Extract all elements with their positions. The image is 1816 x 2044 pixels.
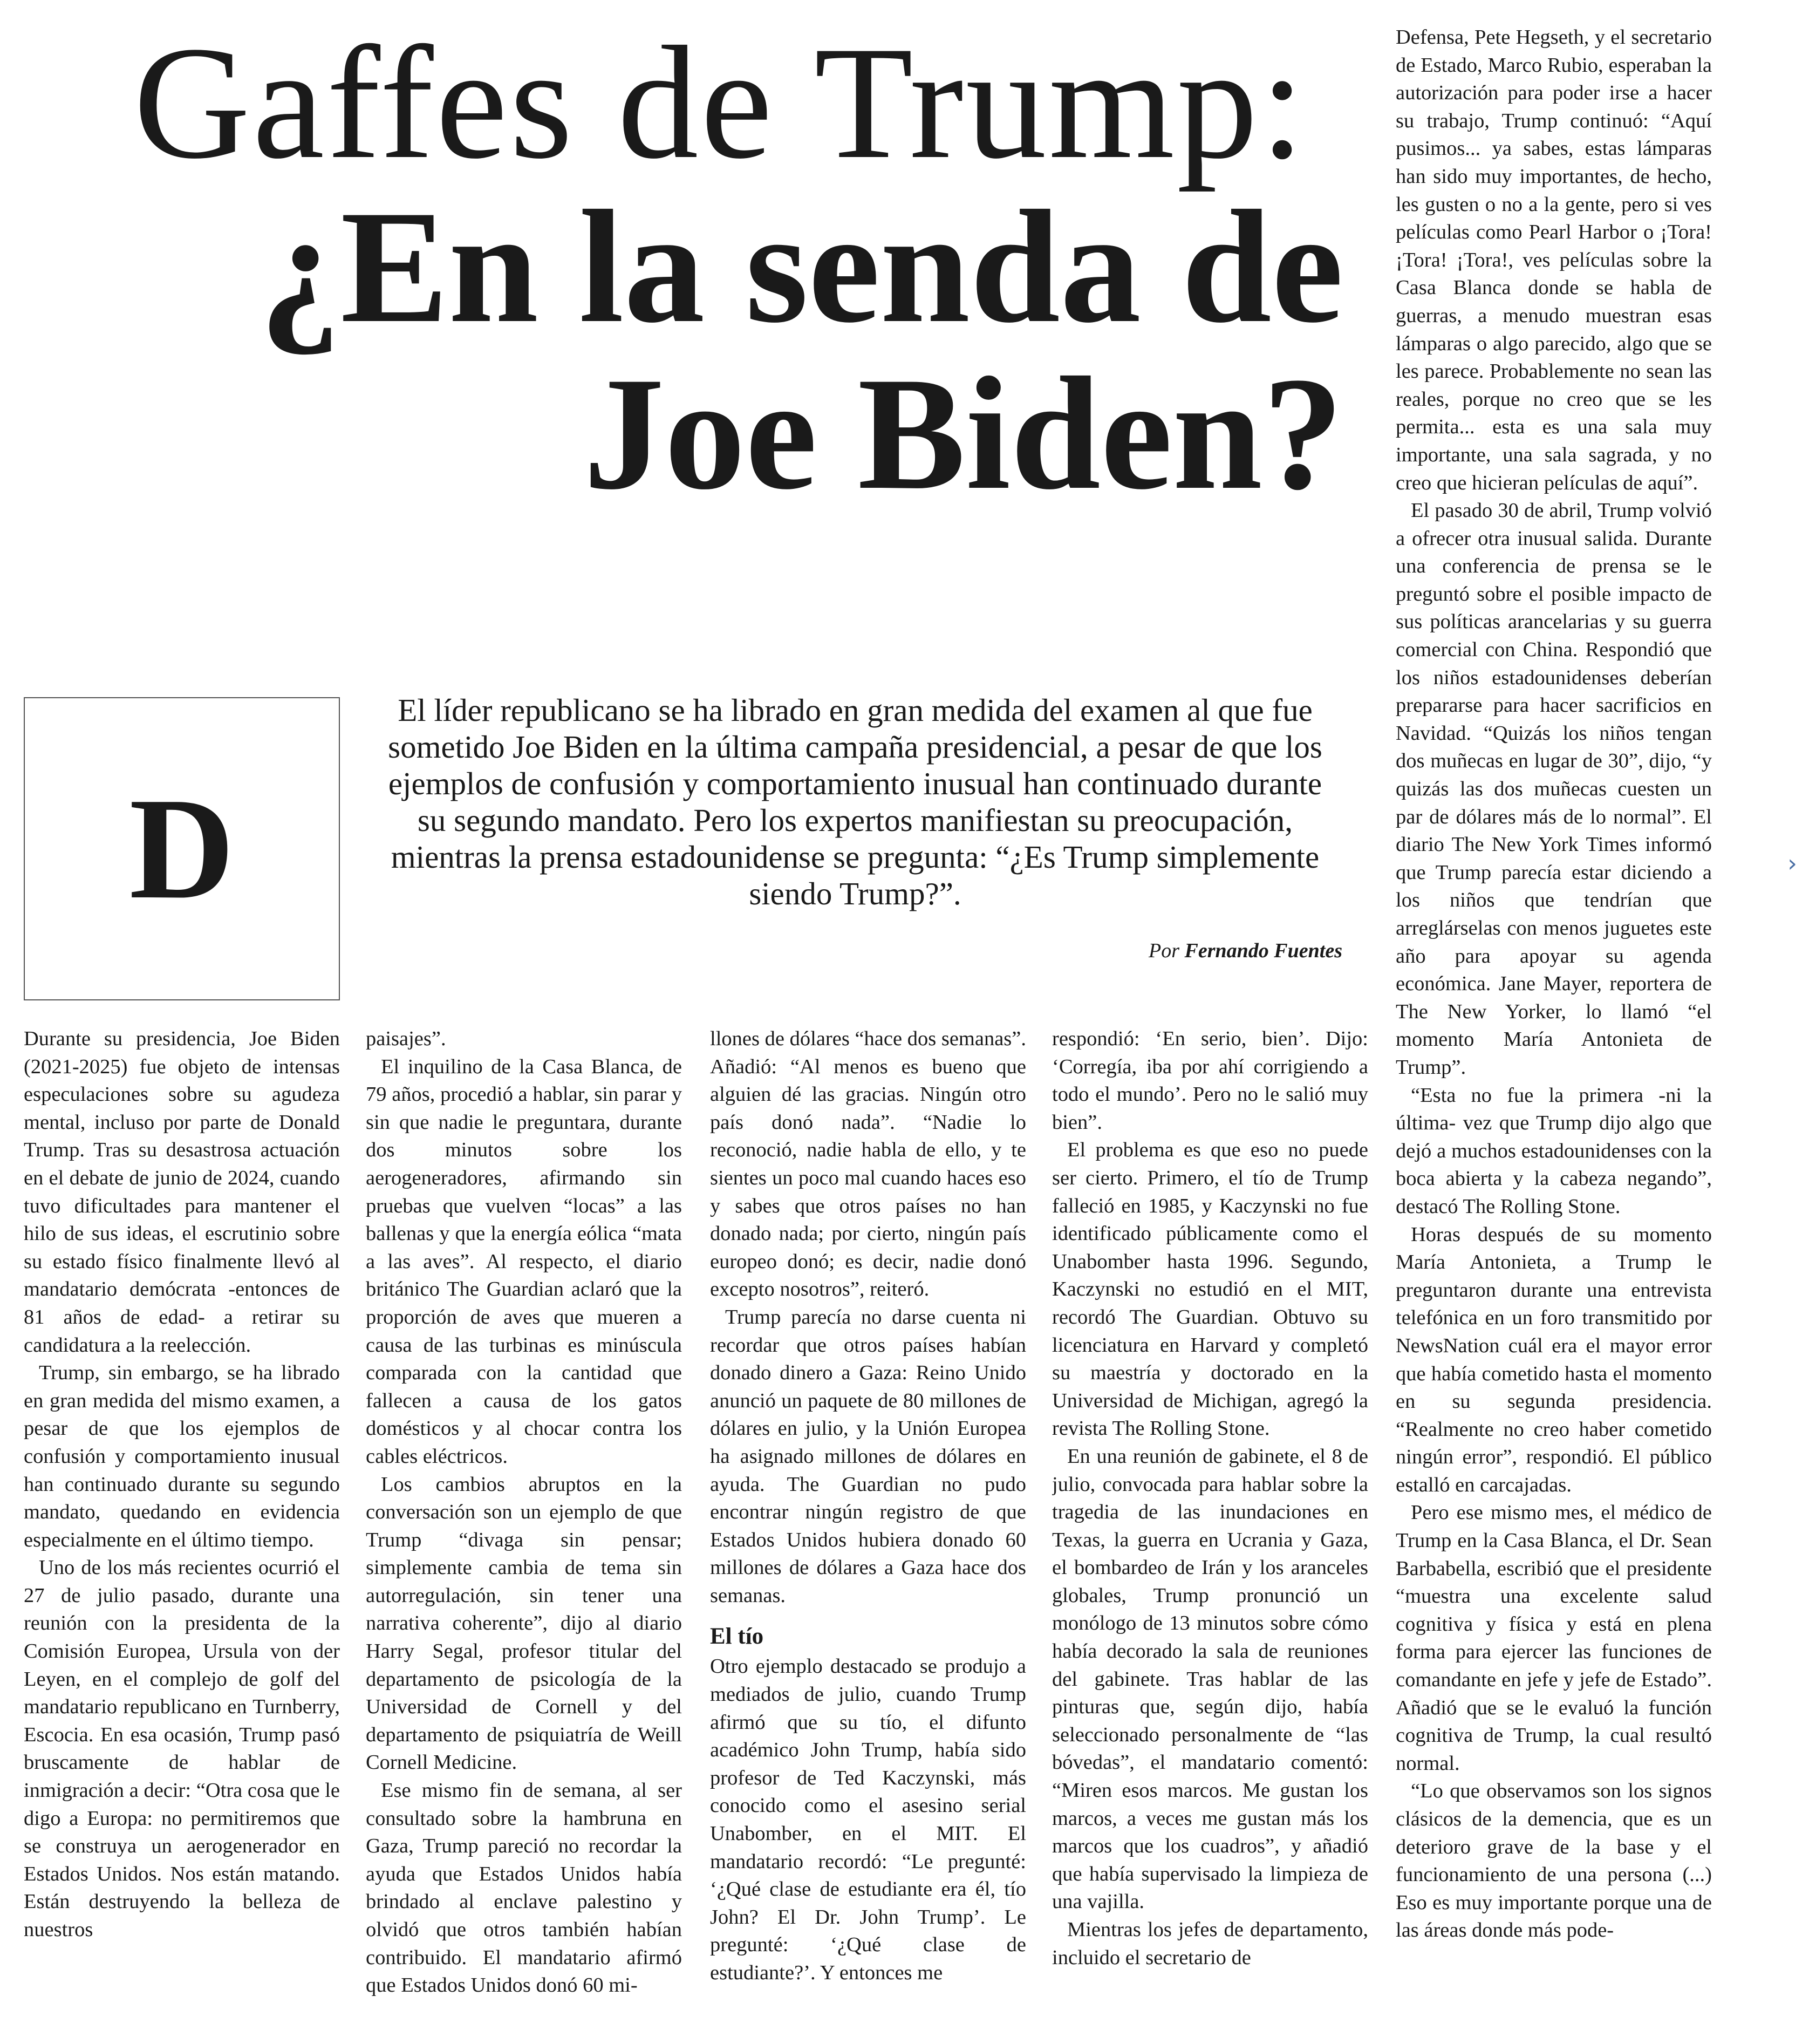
article-column-1	[24, 1025, 340, 2034]
dropcap-box	[24, 697, 340, 1000]
paragraph: Los cambios abruptos en la conversación son un ejemplo de que Trump “divaga sin pensar; simplemente cambia de tema sin autorregulación, sin tener una narrativa coherente”, dijo al diario Harry Segal, profesor titular del departamento de psicología de la Universidad de Cornell y del departamento de psiquiatría de Weill Cornell Medicine.	[366, 1473, 682, 1774]
paragraph: “Esta no fue la primera -ni la última- vez que Trump dijo algo que dejó a muchos estadounidenses con la boca abierta y la cabeza negando”, destacó The Rolling Stone.	[1396, 1084, 1712, 1218]
paragraph: El problema es que eso no puede ser cierto. Primero, el tío de Trump falleció en 1985, y Kaczynski no fue identificado públicamente como el Unabomber hasta 1996. Segundo, Kaczynski no estudió en el MIT, recordó The Guardian. Obtuvo su licenciatura en Harvard y completó su maestría y doctorado en la Universidad de Michigan, agregó la revista The Rolling Stone.	[1052, 1139, 1368, 1440]
paragraph: Otro ejemplo destacado se produjo a mediados de julio, cuando Trump afirmó que su tío, el difunto académico John Trump, había sido profesor de Ted Kaczynski, más conocido como el asesino serial Unabomber, en el MIT. El mandatario recordó: “Le pregunté: ‘¿Qué clase de estudiante era él, tío John? El Dr. John Trump’. Le pregunté: ‘¿Qué clase de estudiante?’. Y entonces me	[710, 1655, 1026, 1984]
paragraph: Durante su presidencia, Joe Biden (2021-2025) fue objeto de intensas especulaciones sobre su agudeza mental, incluso por parte de Donald Trump. Tras su desastrosa actuación en el debate de junio de 2024, cuando tuvo dificultades para mantener el hilo de sus ideas, el escrutinio sobre su estado físico finalmente llevó al mandatario demócrata -entonces de 81 años de edad- a retirar su candidatura a la reelección.	[24, 1027, 340, 1357]
paragraph: Ese mismo fin de semana, al ser consultado sobre la hambruna en Gaza, Trump pareció no recordar la ayuda que Estados Unidos había brindado al enclave palestino y olvidó que otros también habían contribuido. El mandatario afirmó que Estados Unidos donó 60 mi-	[366, 1779, 682, 1997]
article-column-3	[710, 1025, 1026, 2034]
article-column-5	[1396, 24, 1712, 2034]
paragraph: “Lo que observamos son los signos clásicos de la demencia, que es un deterioro grave de la base y el funcionamiento de una persona (...) Eso es muy importante porque una de las áreas donde más pode-	[1396, 1780, 1712, 1942]
paragraph: El inquilino de la Casa Blanca, de 79 años, procedió a hablar, sin parar y sin que nadie le preguntara, durante dos minutos sobre los aerogeneradores, afirmando sin pruebas que vuelven “locas” a las ballenas y que la energía eólica “mata a las aves”. Al respecto, el diario británico The Guardian aclaró que la proporción de aves que mueren a causa de las turbinas es minúscula comparada con la cantidad que fallecen a causa de los gatos domésticos y al chocar contra los cables eléctricos.	[366, 1055, 682, 1468]
paragraph: llones de dólares “hace dos semanas”. Añadió: “Al menos es bueno que alguien dé las gracias. Ningún otro país donó nada”. “Nadie lo reconoció, nadie habla de ello, y te sientes un poco mal cuando haces eso y sabes que otros países no han donado nada; por cierto, ningún país europeo donó; es decir, nadie donó excepto nosotros”, reiteró.	[710, 1027, 1026, 1301]
headline-line-1: Gaffes de Trump:	[133, 13, 1307, 192]
paragraph: Mientras los jefes de departamento, incluido el secretario de	[1052, 1918, 1368, 1969]
paragraph: Trump parecía no darse cuenta ni recordar que otros países habían donado dinero a Gaza: Reino Unido anunció un paquete de 80 millones de dólares en julio, y la Unión Europea ha asignado millones de dólares en ayuda. The Guardian no pudo encontrar ningún registro de que Estados Unidos hubiera donado 60 millones de dólares a Gaza hace dos semanas.	[710, 1305, 1026, 1607]
paragraph: Horas después de su momento María Antonieta, a Trump le preguntaron durante una entrevista telefónica en un foro transmitido por NewsNation cuál era el mayor error que había cometido hasta el momento en su segunda presidencia. “Realmente no creo haber cometido ningún error”, respondió. El público estalló en carcajadas.	[1396, 1223, 1712, 1496]
lead-paragraph: El líder republicano se ha librado en gran medida del examen al que fue sometido Joe Biden en la última campaña presidencial, a pesar de que los ejemplos de confusión y comportamiento inusual han continuado durante su segundo mandato. Pero los expertos manifiestan su preocupación, mientras la prensa estadounidense se pregunta: “¿Es Trump simplemente siendo Trump?”.	[388, 692, 1322, 911]
paragraph: Pero ese mismo mes, el médico de Trump en la Casa Blanca, el Dr. Sean Barbabella, escribió que el presidente “muestra una excelente salud cognitiva y física y está en plena forma para ejercer las funciones de comandante en jefe y jefe de Estado”. Añadió que se le evaluó la función cognitiva de Trump, la cual resultó normal.	[1396, 1501, 1712, 1775]
chevron-right-icon[interactable]: ›	[1787, 849, 1797, 877]
dropcap-letter: D	[129, 768, 235, 929]
paragraph: Defensa, Pete Hegseth, y el secretario de Estado, Marco Rubio, esperaban la autorización para poder irse a hacer su trabajo, Trump continuó: “Aquí pusimos... ya sabes, estas lámparas han sido muy importantes, de hecho, les gusten o no a la gente, pero si ves películas como Pearl Harbor o ¡Tora! ¡Tora! ¡Tora!, ves películas sobre la Casa Blanca donde se habla de guerras, a menudo muestran esas lámparas o algo parecido, algo que se les parece. Probablemente no sean las reales, porque no creo que se les permita... esta es una sala muy importante, una sala sagrada, y no creo que hicieran películas de aquí”.	[1396, 26, 1712, 494]
headline-line-2: ¿En la senda de Joe Biden?	[260, 177, 1343, 523]
byline-author: Fernando Fuentes	[1184, 939, 1342, 962]
paragraph: paisajes”.	[366, 1027, 446, 1050]
subheading: El tío	[710, 1624, 764, 1650]
paragraph: Trump, sin embargo, se ha librado en gran medida del mismo examen, a pesar de que los ejemplos de confusión y comportamiento inusual han continuado durante su segundo mandato, quedando en evidencia especialmente en el último tiempo.	[24, 1361, 340, 1551]
paragraph: En una reunión de gabinete, el 8 de julio, convocada para hablar sobre la tragedia de las inundaciones en Texas, la guerra en Ucrania y Gaza, el bombardeo de Irán y los aranceles globales, Trump pronunció un monólogo de 13 minutos sobre cómo había decorado la sala de reuniones del gabinete. Tras hablar de las pinturas que, según dijo, había seleccionado personalmente de “las bóvedas”, el mandatario comentó: “Miren esos marcos. Me gustan los marcos, a veces me gustan más los marcos que los cuadros”, y añadió que había supervisado la limpieza de una vajilla.	[1052, 1445, 1368, 1913]
byline-prefix: Por	[1149, 939, 1180, 962]
paragraph: Uno de los más recientes ocurrió el 27 de julio pasado, durante una reunión con la presidenta de la Comisión Europea, Ursula von der Leyen, en el complejo de golf del mandatario republicano en Turnberry, Escocia. En esa ocasión, Trump pasó bruscamente de hablar de inmigración a decir: “Otra cosa que le digo a Europa: no permitiremos que se construya un aerogenerador en Estados Unidos. Nos están matando. Están destruyendo la belleza de nuestros	[24, 1556, 340, 1941]
article-column-4	[1052, 1025, 1368, 2034]
paragraph: respondió: ‘En serio, bien’. Dijo: ‘Corregía, iba por ahí corrigiendo a todo el mundo’. Pero no le salió muy bien”.	[1052, 1027, 1368, 1134]
byline	[917, 939, 1342, 963]
paragraph: El pasado 30 de abril, Trump volvió a ofrecer otra inusual salida. Durante una conferencia de prensa se le preguntó sobre el posible impacto de sus políticas arancelarias y su guerra comercial con China. Respondió que los niños estadounidenses deberían prepararse para hacer sacrificios en Navidad. “Quizás los niños tengan dos muñecas en lugar de 30”, dijo, “y quizás las dos muñecas cuesten un par de dólares más de lo normal”. El diario The New York Times informó que Trump parecía estar diciendo a los niños que tendrían que arreglárselas con menos juguetes este año para apoyar su agenda económica. Jane Mayer, reportera de The New Yorker, lo llamó “el momento María Antonieta de Trump”.	[1396, 499, 1712, 1079]
article-column-2	[366, 1025, 682, 2034]
